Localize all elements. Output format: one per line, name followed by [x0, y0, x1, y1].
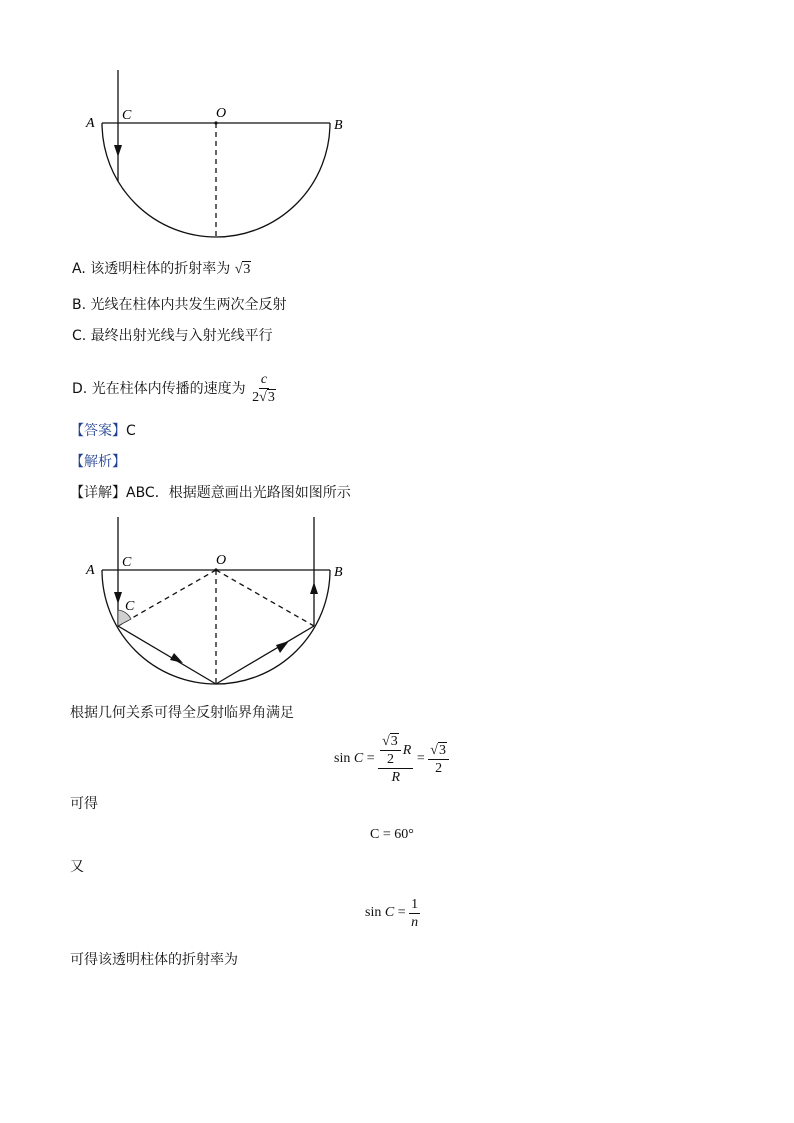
option-a-text: 该透明柱体的折射率为	[90, 261, 231, 277]
text-thus: 可得	[70, 796, 98, 812]
option-a	[72, 260, 251, 279]
option-a-prefix: A.	[72, 261, 86, 277]
option-c-text: 最终出射光线与入射光线平行	[90, 328, 273, 344]
label-c: C	[122, 108, 132, 123]
option-c	[72, 327, 273, 345]
ray-arrow-icon	[310, 582, 318, 594]
label-a: A	[86, 563, 95, 578]
ray-arrow-icon	[276, 641, 289, 653]
detail-text: ABC．根据题意画出光路图如图所示	[126, 485, 351, 501]
equation-sin-c: sin C = $\frac{√3}{2}$ R R = $\frac{√3}{2}$	[334, 728, 449, 790]
figure-2-diagram	[80, 512, 360, 697]
option-b-prefix: B.	[72, 297, 87, 313]
dashed-normal-left	[118, 570, 216, 626]
analysis-tag: 【解析】	[70, 454, 126, 470]
label-c: C	[122, 555, 132, 570]
detail-line	[70, 484, 351, 502]
answer-tag: 【答案】	[70, 423, 126, 439]
text-refractive-index: 可得该透明柱体的折射率为	[70, 952, 238, 968]
option-d	[72, 372, 278, 405]
answer-value: C	[126, 423, 136, 439]
label-angle-c: C	[125, 599, 135, 614]
big-fraction: $\frac{√3}{2}$ R R	[378, 734, 413, 785]
option-d-text: 光在柱体内传播的速度为	[91, 380, 246, 397]
ray-arrow-icon	[114, 592, 122, 604]
label-a: A	[86, 116, 95, 131]
option-c-prefix: C.	[72, 328, 87, 344]
speed-fraction: $\frac{c}{2√3}$	[252, 372, 275, 405]
equation-sin-c-1-n: sin C = $\frac{1}{n}$	[365, 896, 419, 930]
sqrt-expression: √3	[234, 262, 251, 277]
result-fraction: $\frac{√3}{2}$	[428, 743, 449, 776]
text-critical-angle: 根据几何关系可得全反射临界角满足	[70, 705, 294, 721]
option-d-prefix: D.	[72, 380, 88, 397]
analysis-line	[70, 453, 126, 471]
answer-line	[70, 422, 136, 440]
ray-arrow-icon	[114, 145, 122, 157]
figure-1-diagram	[80, 65, 360, 250]
dashed-normal-right	[216, 570, 314, 626]
detail-tag: 【详解】	[70, 485, 126, 501]
label-o: O	[216, 553, 227, 568]
option-b-text: 光线在柱体内共发生两次全反射	[90, 297, 287, 313]
label-b: B	[334, 565, 343, 580]
text-also: 又	[70, 859, 84, 875]
reflected-ray-2	[216, 626, 314, 684]
reflected-ray-1	[118, 626, 216, 684]
ray-arrow-icon	[170, 653, 183, 663]
equation-c-60: C = 60°	[370, 827, 414, 842]
label-b: B	[334, 118, 343, 133]
label-o: O	[216, 106, 227, 121]
option-b	[72, 296, 287, 314]
